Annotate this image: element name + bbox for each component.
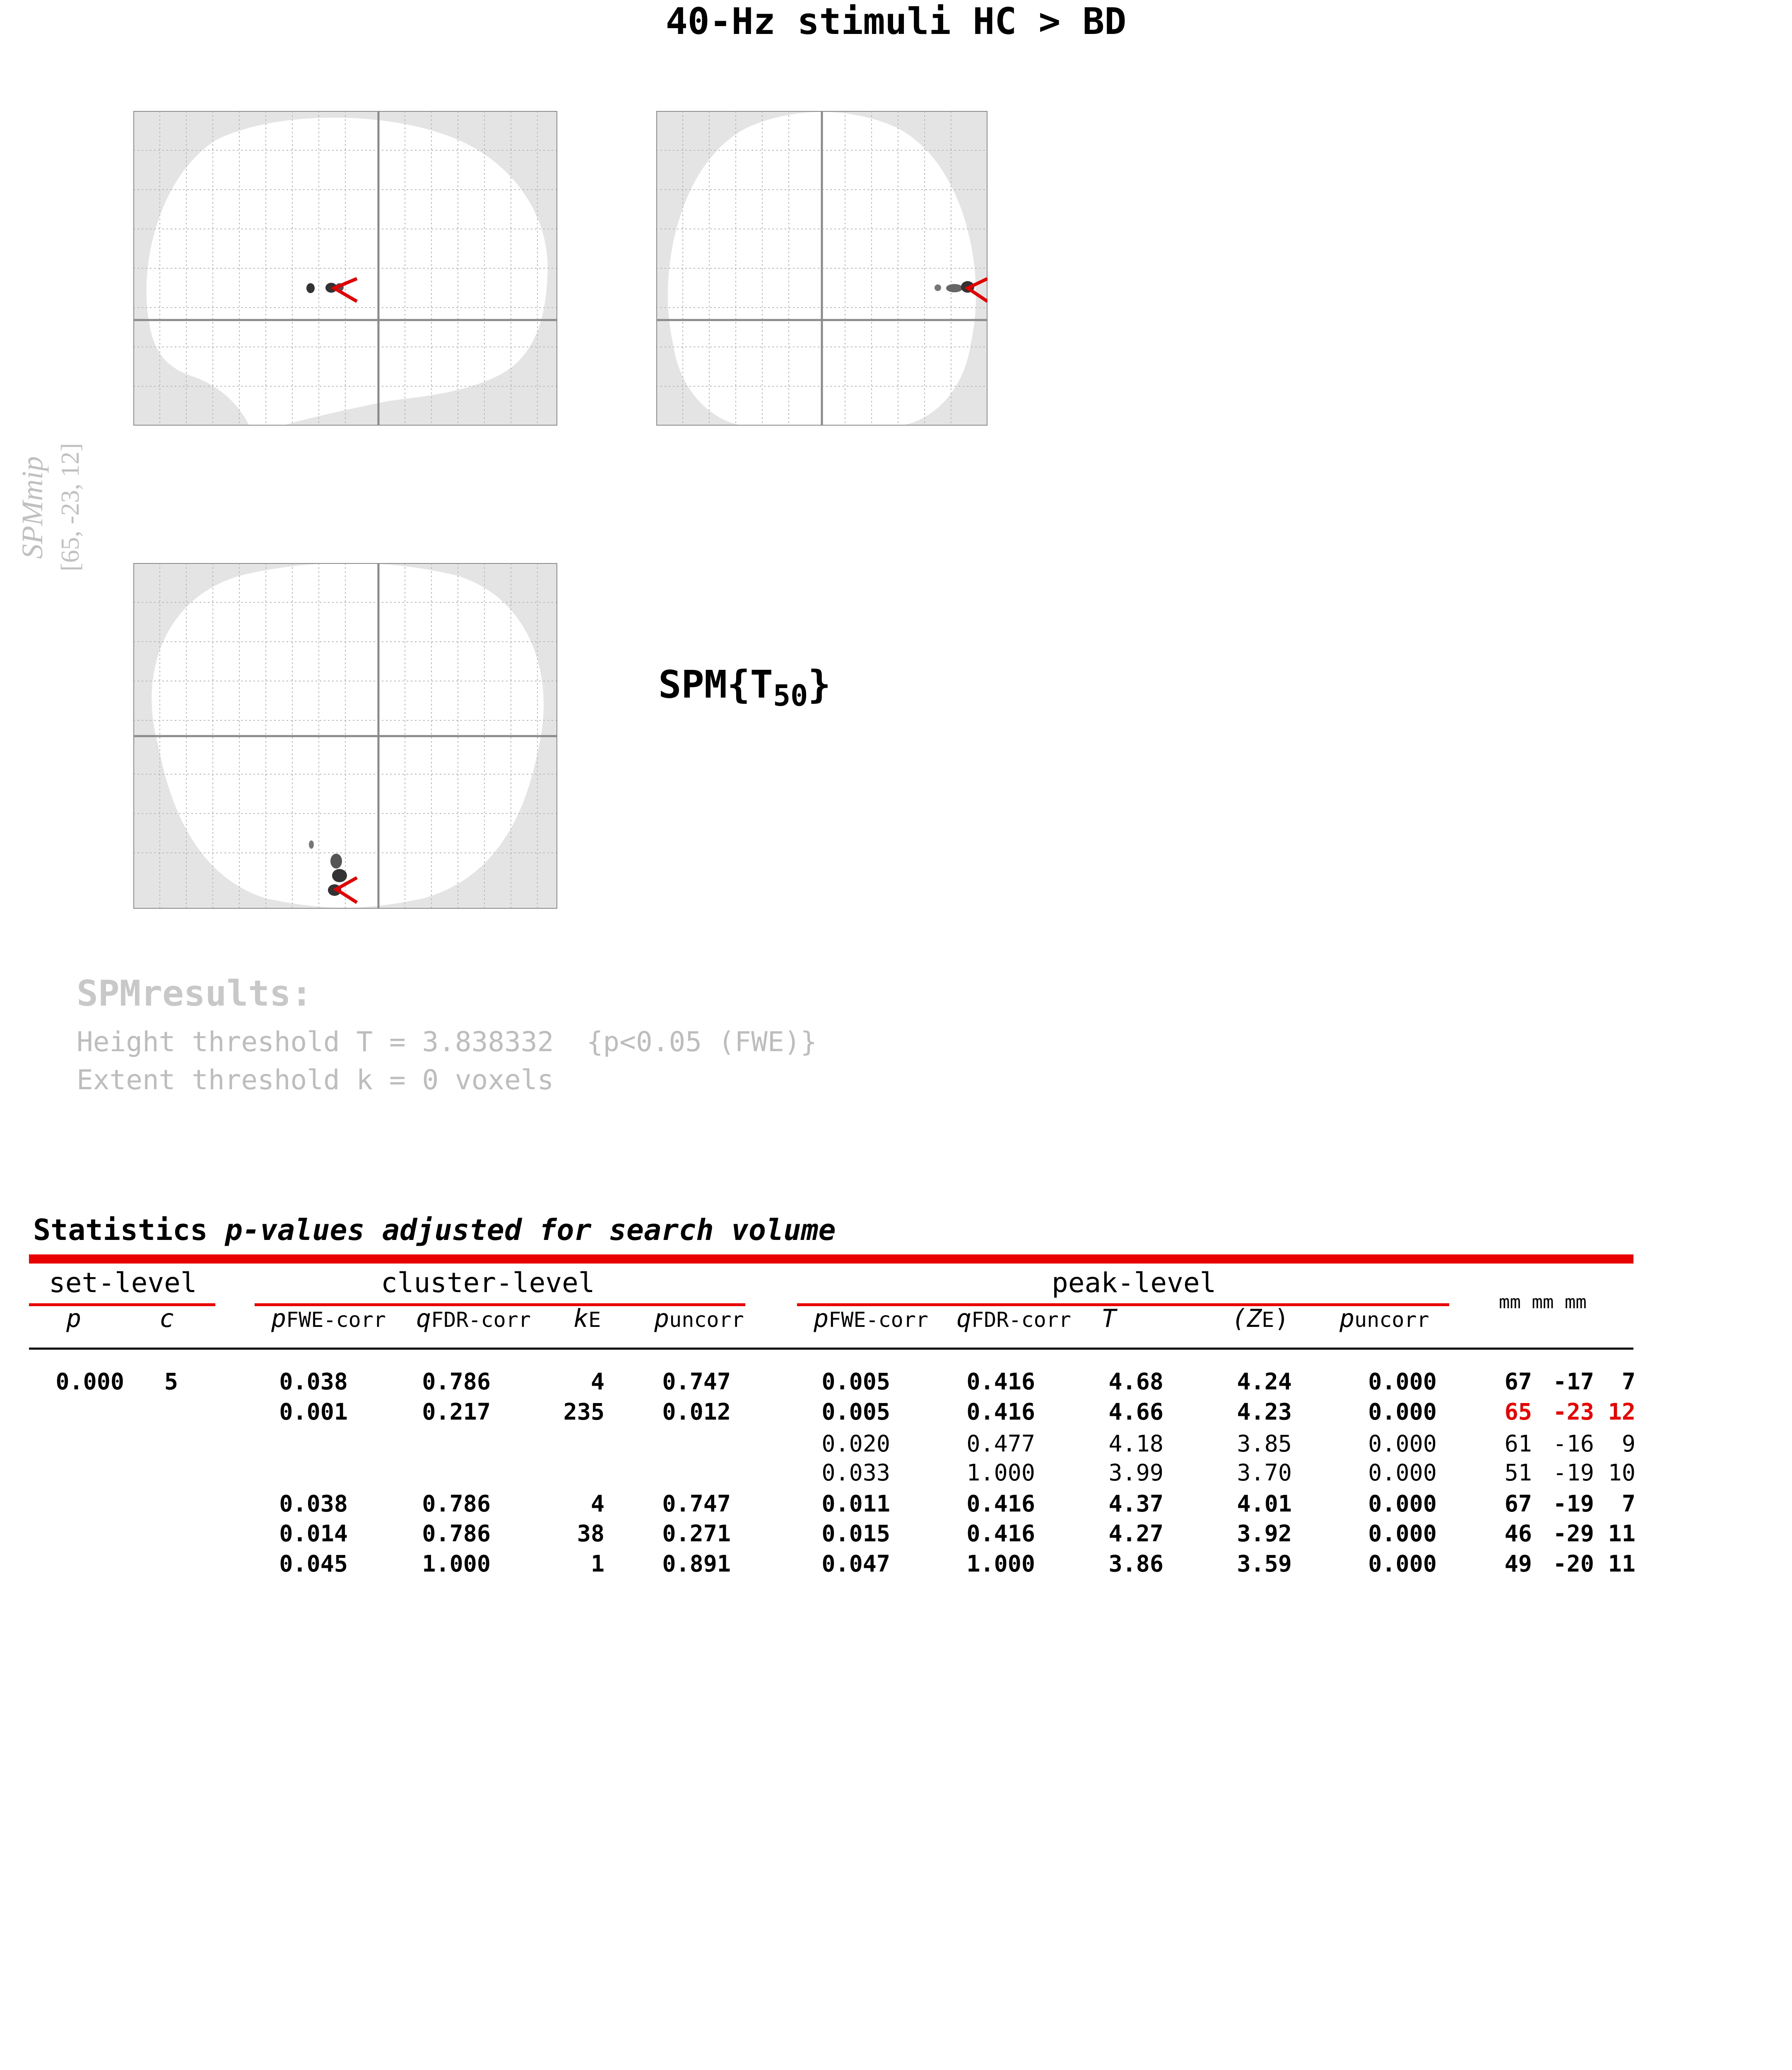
cell-z: 12 <box>1608 1398 1635 1425</box>
cell-c-ke: 4 <box>590 1368 605 1395</box>
cell-p-punc: 0.000 <box>1368 1430 1437 1457</box>
cell-c-punc: 0.891 <box>662 1550 731 1577</box>
cell-x: 49 <box>1504 1550 1532 1577</box>
cell-c-punc: 0.747 <box>662 1368 731 1395</box>
cell-p-t: 3.86 <box>1108 1550 1163 1577</box>
cell-c-qfdr: 1.000 <box>422 1550 491 1577</box>
cell-p-t: 4.68 <box>1108 1368 1163 1395</box>
cell-x: 65 <box>1504 1398 1532 1425</box>
figure-title: 40-Hz stimuli HC > BD <box>665 0 1127 43</box>
peak-level-header: peak-level <box>1052 1267 1216 1299</box>
cell-y: -20 <box>1553 1550 1594 1577</box>
cell-y: -17 <box>1553 1368 1594 1395</box>
cell-p-ze: 3.92 <box>1237 1520 1292 1547</box>
cell-z: 11 <box>1608 1550 1635 1577</box>
cell-p-qfdr: 1.000 <box>966 1550 1035 1577</box>
spm-statistic-label: $SPM\{T_{50}\}$ <box>658 662 831 713</box>
col-cluster-pfwe: pFWE-corr <box>271 1304 386 1333</box>
col-set-p: p <box>66 1304 82 1333</box>
cell-c-qfdr: 0.786 <box>422 1520 491 1547</box>
cell-p-ze: 3.59 <box>1237 1550 1292 1577</box>
cell-p-ze: 4.24 <box>1237 1368 1292 1395</box>
cell-y: -23 <box>1553 1398 1594 1425</box>
cell-p-pfwe: 0.033 <box>821 1459 890 1486</box>
cell-p-pfwe: 0.005 <box>821 1368 890 1395</box>
cell-p-punc: 0.000 <box>1368 1368 1437 1395</box>
cell-p-qfdr: 0.416 <box>966 1368 1035 1395</box>
cell-z: 9 <box>1621 1430 1635 1457</box>
cell-p-qfdr: 0.416 <box>966 1490 1035 1517</box>
cell-p-ze: 3.85 <box>1237 1430 1292 1457</box>
cell-p-t: 4.37 <box>1108 1490 1163 1517</box>
mip-coronal-panel <box>656 111 988 426</box>
cell-c-ke: 4 <box>590 1490 605 1517</box>
cell-c-punc: 0.271 <box>662 1520 731 1547</box>
height-threshold-line: Height threshold T = 3.838332 {p<0.05 (FWE)} <box>77 1026 817 1058</box>
cell-c-pfwe: 0.045 <box>279 1550 348 1577</box>
cell-y: -16 <box>1553 1430 1594 1457</box>
cell-c-ke: 38 <box>577 1520 605 1547</box>
col-cluster-qfdr: qFDR-corr <box>416 1304 531 1333</box>
cell-p-qfdr: 1.000 <box>966 1459 1035 1486</box>
extent-threshold-line: Extent threshold k = 0 voxels <box>77 1064 554 1096</box>
spm-results-heading: SPMresults: <box>77 973 313 1014</box>
cell-p-ze: 4.01 <box>1237 1490 1292 1517</box>
spm-mip-coords-text: [65, -23, 12] <box>56 443 84 571</box>
cell-p-punc: 0.000 <box>1368 1459 1437 1486</box>
cell-x: 67 <box>1504 1368 1532 1395</box>
cell-c-ke: 1 <box>590 1550 605 1577</box>
cell-p-t: 4.27 <box>1108 1520 1163 1547</box>
mip-axial-panel <box>133 563 557 909</box>
cell-p-pfwe: 0.015 <box>821 1520 890 1547</box>
col-peak-pfwe: pFWE-corr <box>814 1304 928 1333</box>
cell-p-qfdr: 0.416 <box>966 1520 1035 1547</box>
cell-p-pfwe: 0.047 <box>821 1550 890 1577</box>
cell-c-pfwe: 0.038 <box>279 1368 348 1395</box>
col-set-c: c <box>159 1304 175 1333</box>
cell-x: 61 <box>1504 1430 1532 1457</box>
cell-c-pfwe: 0.038 <box>279 1490 348 1517</box>
cell-y: -19 <box>1553 1490 1594 1517</box>
cell-c-ke: 235 <box>563 1398 605 1425</box>
table-top-rule <box>29 1254 1633 1264</box>
cell-p-pfwe: 0.011 <box>821 1490 890 1517</box>
cell-set-c: 5 <box>164 1368 178 1395</box>
cell-c-punc: 0.012 <box>662 1398 731 1425</box>
cell-c-qfdr: 0.217 <box>422 1398 491 1425</box>
mm-units-header: mm mm mm <box>1499 1292 1587 1313</box>
cell-y: -29 <box>1553 1520 1594 1547</box>
mip-sagittal-panel <box>133 111 557 426</box>
cell-c-qfdr: 0.786 <box>422 1368 491 1395</box>
cell-z: 7 <box>1621 1368 1635 1395</box>
cell-p-punc: 0.000 <box>1368 1398 1437 1425</box>
cell-z: 10 <box>1608 1459 1635 1486</box>
set-level-header: set-level <box>49 1267 197 1299</box>
cell-z: 11 <box>1608 1520 1635 1547</box>
cluster-level-header: cluster-level <box>381 1267 595 1299</box>
col-peak-puncorr: puncorr <box>1339 1304 1429 1333</box>
spm-mip-label-text: SPMmip <box>16 456 49 559</box>
cell-p-qfdr: 0.416 <box>966 1398 1035 1425</box>
set-level-rule <box>29 1303 215 1306</box>
cell-z: 7 <box>1621 1490 1635 1517</box>
cell-x: 67 <box>1504 1490 1532 1517</box>
col-peak-t: T <box>1101 1304 1117 1333</box>
cell-p-punc: 0.000 <box>1368 1520 1437 1547</box>
statistics-title: Statistics p-values adjusted for search volume <box>33 1213 836 1247</box>
cell-p-pfwe: 0.005 <box>821 1398 890 1425</box>
cell-set-p: 0.000 <box>55 1368 124 1395</box>
cell-p-punc: 0.000 <box>1368 1490 1437 1517</box>
spm-mip-label <box>8 418 87 584</box>
col-cluster-puncorr: puncorr <box>654 1304 744 1333</box>
cell-x: 46 <box>1504 1520 1532 1547</box>
cell-p-t: 4.66 <box>1108 1398 1163 1425</box>
cell-p-qfdr: 0.477 <box>966 1430 1035 1457</box>
cell-y: -19 <box>1553 1459 1594 1486</box>
col-peak-ze: (ZE) <box>1232 1304 1289 1333</box>
cell-c-pfwe: 0.014 <box>279 1520 348 1547</box>
cell-p-t: 4.18 <box>1108 1430 1163 1457</box>
cell-c-pfwe: 0.001 <box>279 1398 348 1425</box>
cell-p-ze: 3.70 <box>1237 1459 1292 1486</box>
col-cluster-ke: kE <box>573 1304 601 1333</box>
header-bottom-rule <box>29 1348 1633 1350</box>
cell-x: 51 <box>1504 1459 1532 1486</box>
cell-c-punc: 0.747 <box>662 1490 731 1517</box>
cell-p-punc: 0.000 <box>1368 1550 1437 1577</box>
cell-p-ze: 4.23 <box>1237 1398 1292 1425</box>
cell-c-qfdr: 0.786 <box>422 1490 491 1517</box>
cell-p-pfwe: 0.020 <box>821 1430 890 1457</box>
col-peak-qfdr: qFDR-corr <box>956 1304 1071 1333</box>
cell-p-t: 3.99 <box>1108 1459 1163 1486</box>
